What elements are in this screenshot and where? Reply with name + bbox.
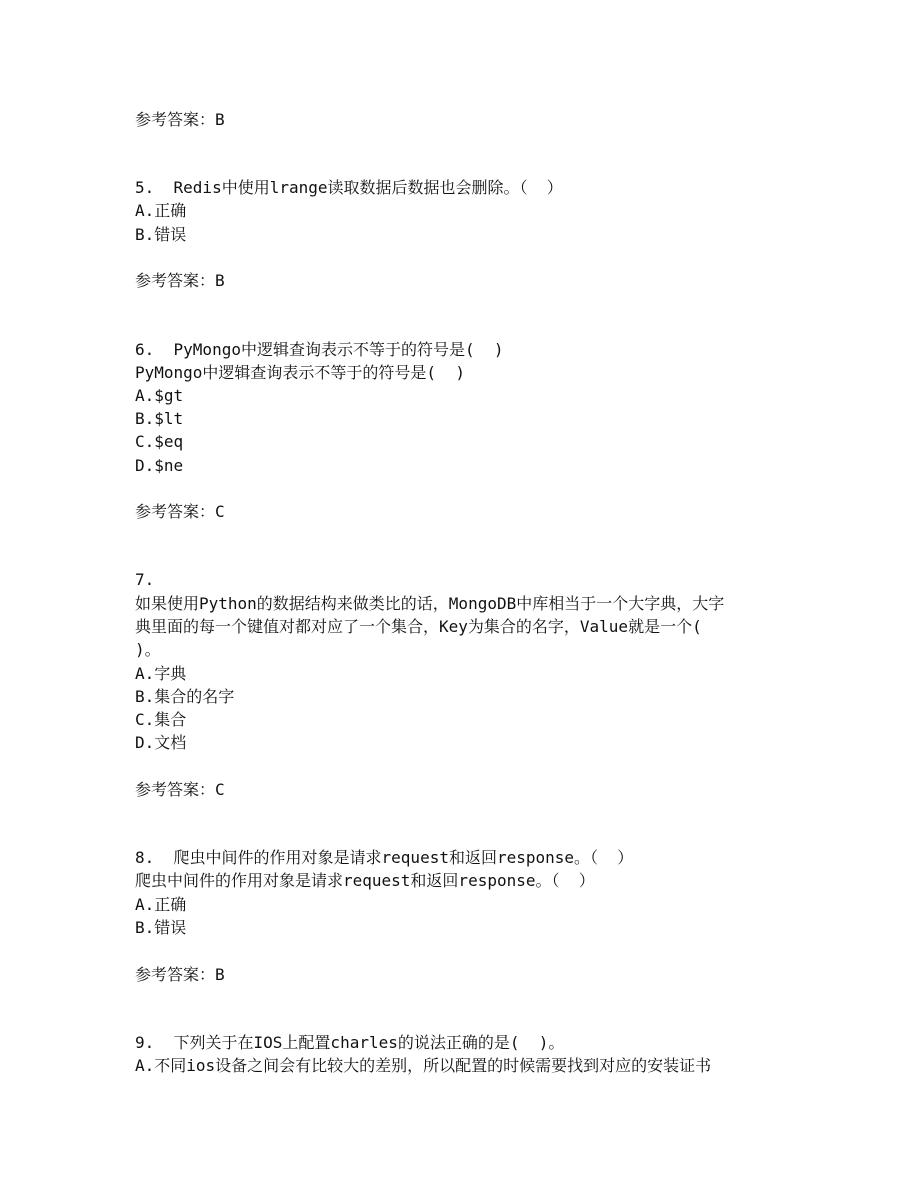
question-9-option-a: A.不同ios设备之间会有比较大的差别，所以配置的时候需要找到对应的安装证书 <box>135 1056 712 1075</box>
question-7-body-line-1: 如果使用Python的数据结构来做类比的话，MongoDB中库相当于一个大字典，大字 <box>135 594 725 613</box>
question-6-option-c: C.$eq <box>135 432 184 451</box>
answer-line: 参考答案：B <box>135 110 225 129</box>
question-5-option-b: B.错误 <box>135 225 187 244</box>
question-7-answer: 参考答案：C <box>135 780 225 799</box>
question-7-number: 7. <box>135 570 155 589</box>
question-8-repeat: 爬虫中间件的作用对象是请求request和返回response。（ ） <box>135 871 595 890</box>
question-8-answer: 参考答案：B <box>135 965 225 984</box>
question-6-option-d: D.$ne <box>135 456 184 475</box>
question-5-title: 5. Redis中使用lrange读取数据后数据也会删除。（ ） <box>135 178 563 197</box>
question-7-option-a: A.字典 <box>135 664 187 683</box>
question-6-repeat: PyMongo中逻辑查询表示不等于的符号是( ) <box>135 363 465 382</box>
question-5-answer: 参考答案：B <box>135 271 225 290</box>
question-6-answer: 参考答案：C <box>135 502 225 521</box>
question-8-option-b: B.错误 <box>135 918 187 937</box>
question-7-option-d: D.文档 <box>135 733 187 752</box>
question-7-body-line-2: 典里面的每一个键值对都对应了一个集合，Key为集合的名字，Value就是一个( <box>135 617 702 636</box>
question-7-option-c: C.集合 <box>135 710 187 729</box>
question-9-title: 9. 下列关于在IOS上配置charles的说法正确的是( )。 <box>135 1033 565 1052</box>
question-6-option-a: A.$gt <box>135 386 184 405</box>
question-6-option-b: B.$lt <box>135 409 184 428</box>
question-8-option-a: A.正确 <box>135 895 187 914</box>
question-6-title: 6. PyMongo中逻辑查询表示不等于的符号是( ) <box>135 340 504 359</box>
question-8-title: 8. 爬虫中间件的作用对象是请求request和返回response。（ ） <box>135 848 634 867</box>
question-7-option-b: B.集合的名字 <box>135 687 235 706</box>
question-5-option-a: A.正确 <box>135 201 187 220</box>
question-7-body-line-3: )。 <box>135 640 161 659</box>
